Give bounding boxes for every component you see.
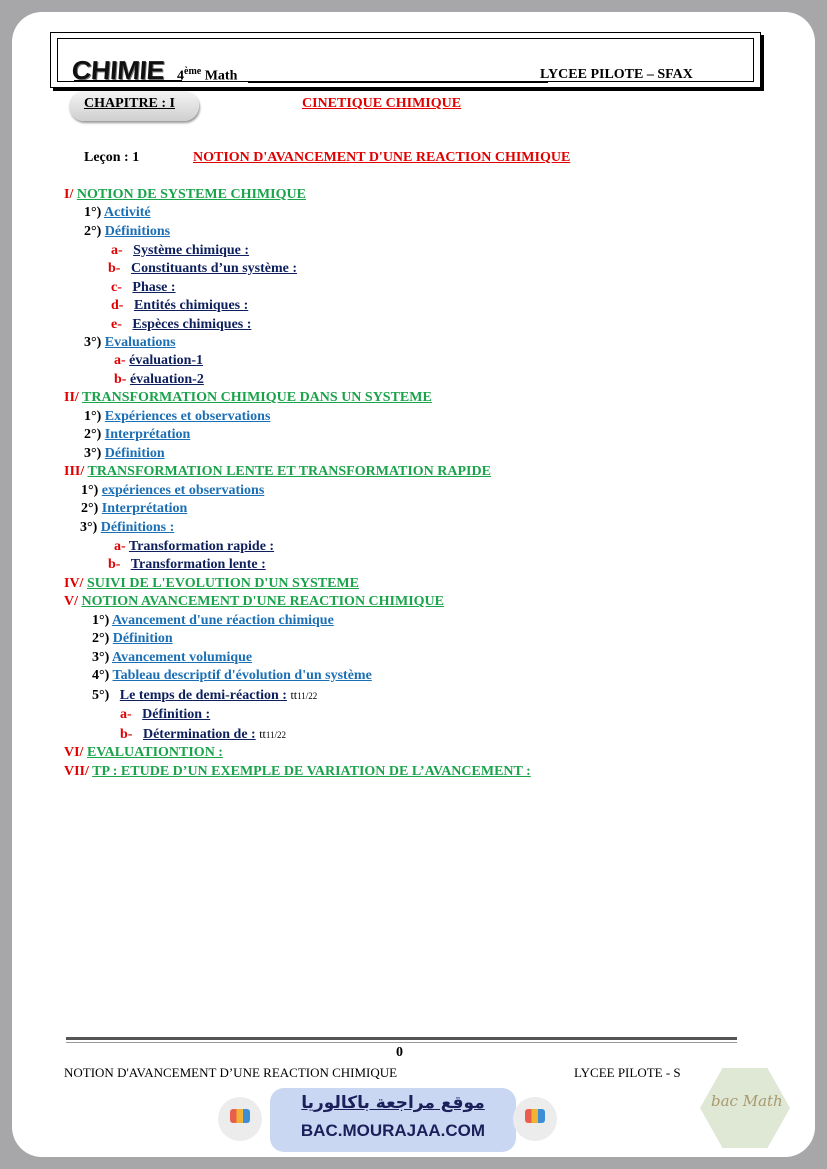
outline-item bbox=[64, 186, 306, 204]
outline-item bbox=[80, 519, 174, 537]
item-text: TP : ETUDE D’UN EXEMPLE DE VARIATION DE L’AVANCEMENT : bbox=[92, 764, 531, 779]
outline-item bbox=[111, 242, 249, 260]
item-text: Système chimique : bbox=[133, 243, 250, 258]
item-text: EVALUATIONTION : bbox=[86, 745, 223, 760]
item-text: Interprétation bbox=[101, 501, 188, 516]
outline-item bbox=[111, 316, 251, 334]
footer-school: LYCEE PILOTE - S bbox=[574, 1065, 681, 1080]
item-number: 1°) bbox=[84, 205, 102, 220]
item-number: VII/ bbox=[64, 764, 89, 779]
item-number: 1°) bbox=[81, 483, 99, 498]
item-text: Avancement volumique bbox=[112, 650, 253, 665]
item-number: 2°) bbox=[84, 427, 102, 442]
item-text: Phase : bbox=[132, 280, 176, 295]
item-text: SUIVI DE L'EVOLUTION D'UN SYSTEME bbox=[86, 576, 359, 591]
item-number: 3°) bbox=[80, 520, 98, 535]
item-text: Définition bbox=[104, 446, 165, 461]
item-number: 4°) bbox=[92, 668, 110, 683]
outline-item bbox=[114, 538, 274, 556]
item-number: III/ bbox=[64, 464, 85, 479]
bac-math-badge-text: bac Math bbox=[711, 1092, 783, 1110]
chapter-title: CINETIQUE CHIMIQUE bbox=[302, 96, 462, 111]
outline-item bbox=[64, 763, 531, 781]
item-text: NOTION AVANCEMENT D'UNE REACTION CHIMIQUE bbox=[81, 594, 445, 609]
outline-item bbox=[120, 725, 286, 744]
book-icon bbox=[230, 1109, 250, 1123]
footer-title: NOTION D'AVANCEMENT D’UNE REACTION CHIMIQUE bbox=[64, 1065, 398, 1080]
item-text: NOTION DE SYSTEME CHIMIQUE bbox=[76, 187, 306, 202]
item-text: évaluation-2 bbox=[129, 372, 204, 387]
item-subscript: 11/22 bbox=[297, 691, 318, 701]
outline-item bbox=[81, 500, 187, 518]
watermark-url[interactable]: BAC.MOURAJAA.COM bbox=[300, 1121, 486, 1140]
outline-item bbox=[64, 575, 359, 593]
level-suffix: Math bbox=[201, 68, 238, 84]
item-number: b- bbox=[114, 372, 127, 387]
item-number: 3°) bbox=[92, 650, 110, 665]
outline-item bbox=[108, 556, 266, 574]
item-number: 1°) bbox=[92, 613, 110, 628]
item-number: 2°) bbox=[81, 501, 99, 516]
item-text: Transformation lente : bbox=[130, 557, 266, 572]
item-text: Détermination de : bbox=[142, 727, 256, 742]
outline-item bbox=[84, 445, 165, 463]
item-number: c- bbox=[111, 280, 122, 295]
item-number: I/ bbox=[64, 187, 74, 202]
subject-title: CHIMIE bbox=[70, 55, 166, 85]
item-text: Le temps de demi-réaction : bbox=[119, 688, 287, 703]
item-symbol: tt bbox=[259, 727, 266, 741]
book-logo-left-icon bbox=[218, 1097, 262, 1141]
item-text: Définition bbox=[112, 631, 173, 646]
item-text: Définition : bbox=[142, 707, 211, 722]
item-number: 2°) bbox=[84, 224, 102, 239]
footer-rule-thin bbox=[66, 1042, 737, 1043]
item-text: Définitions : bbox=[100, 520, 175, 535]
level-sup: ème bbox=[184, 66, 202, 77]
item-text: Entités chimiques : bbox=[133, 298, 249, 313]
item-text: Définitions bbox=[104, 224, 171, 239]
item-number: V/ bbox=[64, 594, 78, 609]
watermark-arabic[interactable]: موقع مراجعة باكالوريا bbox=[301, 1093, 485, 1113]
item-text: Constituants d’un système : bbox=[130, 261, 298, 276]
item-number: II/ bbox=[64, 390, 79, 405]
item-number: 3°) bbox=[84, 335, 102, 350]
outline-item bbox=[64, 463, 491, 481]
outline-item bbox=[120, 706, 210, 724]
item-text: Espèces chimiques : bbox=[132, 317, 252, 332]
outline-item bbox=[64, 593, 444, 611]
header-rule bbox=[248, 82, 548, 83]
item-number: 3°) bbox=[84, 446, 102, 461]
item-number: a- bbox=[111, 243, 123, 258]
item-text: Tableau descriptif d'évolution d'un système bbox=[112, 668, 372, 683]
item-subscript: 11/22 bbox=[265, 730, 287, 740]
outline-item bbox=[64, 744, 223, 762]
outline-item bbox=[114, 352, 203, 370]
item-text: TRANSFORMATION LENTE ET TRANSFORMATION RAPIDE bbox=[87, 464, 491, 479]
book-icon bbox=[525, 1109, 545, 1123]
item-number: VI/ bbox=[64, 745, 84, 760]
item-number: 2°) bbox=[92, 631, 110, 646]
item-number: e- bbox=[111, 317, 122, 332]
subject-underline bbox=[74, 80, 182, 82]
item-number: a- bbox=[114, 539, 126, 554]
chapter-label: CHAPITRE : I bbox=[84, 96, 176, 111]
outline-item bbox=[114, 371, 204, 389]
outline-item bbox=[108, 260, 297, 278]
item-text: évaluation-1 bbox=[129, 353, 204, 368]
outline-item bbox=[92, 686, 317, 705]
item-text: Avancement d'une réaction chimique bbox=[112, 613, 334, 628]
item-text: Interprétation bbox=[104, 427, 191, 442]
item-number: b- bbox=[108, 557, 121, 572]
outline-item bbox=[92, 667, 372, 685]
lesson-label: Leçon : 1 bbox=[84, 150, 140, 165]
item-number: b- bbox=[108, 261, 121, 276]
outline-item bbox=[84, 334, 176, 352]
outline-item bbox=[111, 297, 248, 315]
outline-item bbox=[84, 223, 170, 241]
level-prefix: 4 bbox=[177, 68, 184, 84]
footer-rule bbox=[66, 1037, 737, 1040]
outline-item bbox=[64, 389, 432, 407]
outline-item bbox=[92, 649, 252, 667]
school-name: LYCEE PILOTE – SFAX bbox=[540, 67, 693, 82]
item-number: 1°) bbox=[84, 409, 102, 424]
item-text: Transformation rapide : bbox=[128, 539, 275, 554]
lesson-title: NOTION D'AVANCEMENT D'UNE REACTION CHIMIQUE bbox=[193, 150, 571, 165]
item-number: a- bbox=[114, 353, 126, 368]
outline-item bbox=[81, 482, 264, 500]
page-number: 0 bbox=[396, 1045, 403, 1060]
item-number: b- bbox=[120, 727, 133, 742]
item-text: expériences et observations bbox=[101, 483, 265, 498]
class-level bbox=[177, 66, 237, 85]
outline-item bbox=[84, 204, 151, 222]
item-text: Expériences et observations bbox=[104, 409, 271, 424]
outline-item bbox=[84, 426, 190, 444]
item-symbol: tt bbox=[290, 688, 298, 702]
outline-item bbox=[84, 408, 270, 426]
book-logo-right-icon bbox=[513, 1097, 557, 1141]
item-number: 5°) bbox=[92, 688, 110, 703]
outline-item bbox=[111, 279, 176, 297]
item-text: Evaluations bbox=[104, 335, 176, 350]
item-number: d- bbox=[111, 298, 124, 313]
outline-item bbox=[92, 612, 334, 630]
item-number: IV/ bbox=[64, 576, 84, 591]
outline-item bbox=[92, 630, 173, 648]
item-number: a- bbox=[120, 707, 132, 722]
item-text: TRANSFORMATION CHIMIQUE DANS UN SYSTEME bbox=[82, 390, 432, 405]
item-text: Activité bbox=[104, 205, 151, 220]
